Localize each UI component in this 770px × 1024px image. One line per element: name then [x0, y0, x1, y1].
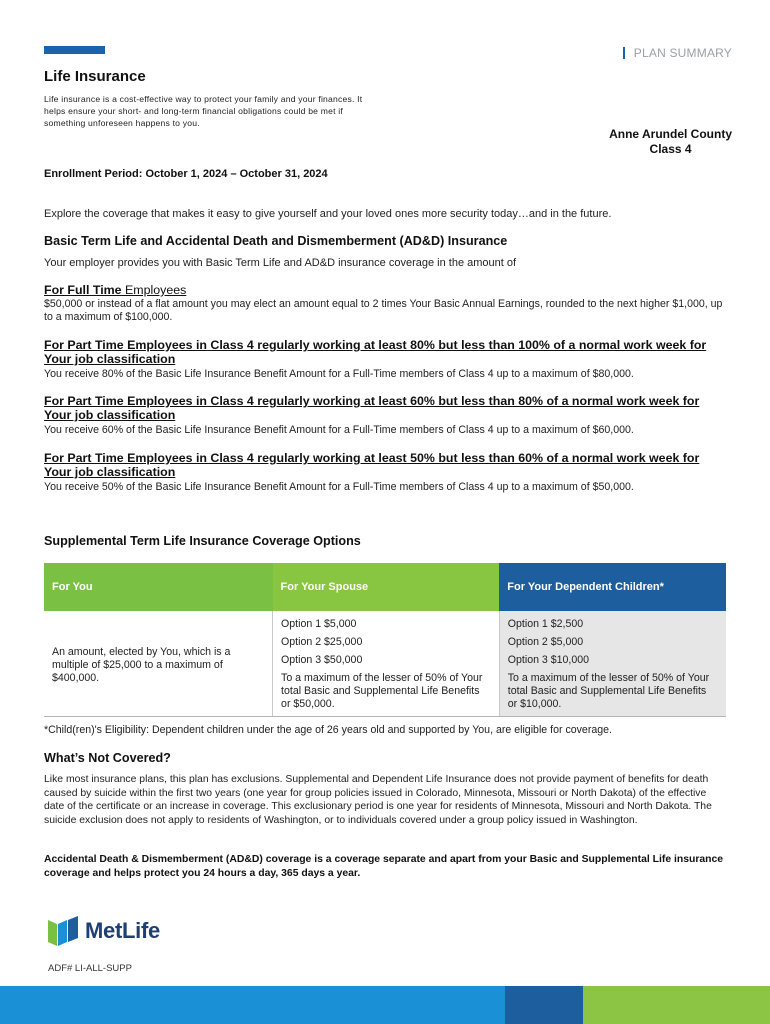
enrollment-period: Enrollment Period: October 1, 2024 – October 31, 2024: [44, 168, 328, 180]
employer-class: Class 4: [649, 142, 692, 156]
column-header-spouse: For Your Spouse: [273, 563, 500, 611]
part-time-heading: For Part Time Employees in Class 4 regularly working at least 80% but less than 100% of a normal work week for Your job classification: [44, 338, 707, 366]
table-header-row: [44, 563, 726, 611]
part-time-heading: For Part Time Employees in Class 4 regularly working at least 60% but less than 80% of a normal work week for Your job classification: [44, 394, 700, 422]
plan-summary-label: PLAN SUMMARY: [623, 46, 732, 60]
document-id: ADF# LI-ALL-SUPP: [48, 963, 132, 974]
children-option: Option 1 $2,500: [507, 618, 584, 630]
supplemental-table: [44, 563, 726, 717]
spouse-option: Option 1 $5,000: [281, 618, 357, 630]
basic-section-heading: Basic Term Life and Accidental Death and Dismemberment (AD&D) Insurance: [44, 234, 508, 248]
page-title: Life Insurance: [44, 68, 146, 85]
table-row: [44, 611, 726, 717]
basic-provides-text: Your employer provides you with Basic Term Life and AD&D insurance coverage in the amount of: [44, 257, 517, 269]
metlife-logo-icon: [48, 916, 78, 946]
spouse-option: Option 2 $25,000: [281, 636, 363, 648]
supplemental-heading: Supplemental Term Life Insurance Coverage Options: [44, 534, 361, 548]
column-header-children: For Your Dependent Children*: [499, 563, 726, 611]
part-time-text: You receive 60% of the Basic Life Insurance Benefit Amount for a Full-Time members of Class 4 up to a maximum of $60,000.: [44, 424, 634, 436]
part-time-text: You receive 50% of the Basic Life Insurance Benefit Amount for a Full-Time members of Class 4 up to a maximum of $50,000.: [44, 481, 634, 493]
not-covered-heading: What’s Not Covered?: [44, 751, 171, 765]
cell-you: [44, 611, 273, 717]
children-option: Option 3 $10,000: [507, 654, 590, 666]
you-coverage-text: An amount, elected by You, which is a multiple of $25,000 to a maximum of $400,000.: [52, 646, 231, 684]
part-time-text: You receive 80% of the Basic Life Insurance Benefit Amount for a Full-Time members of Class 4 up to a maximum of $80,000.: [44, 368, 634, 380]
adnd-statement: Accidental Death & Dismemberment (AD&D) coverage is a coverage separate and apart from your Basic and Supplemental Life insurance coverage and helps protect you 24 hours a day, 365 days a year.: [44, 854, 724, 879]
footer-band-light-blue: [0, 986, 505, 1024]
children-maximum: To a maximum of the lesser of 50% of Your total Basic and Supplemental Life Benefits or $10,000.: [507, 672, 710, 710]
metlife-logo-text: MetLife: [85, 918, 160, 943]
spouse-option: Option 3 $50,000: [281, 654, 363, 666]
footer-band-dark-blue: [505, 986, 583, 1024]
part-time-block-1: [44, 338, 734, 381]
spouse-maximum: To a maximum of the lesser of 50% of Your total Basic and Supplemental Life Benefits or $50,000.: [281, 672, 483, 710]
column-header-you: For You: [44, 563, 273, 611]
employer-block: [609, 127, 732, 157]
header-accent-bar: [44, 46, 105, 54]
children-eligibility-footnote: *Child(ren)'s Eligibility: Dependent children under the age of 26 years old and supported by You, are eligible for coverage.: [44, 724, 612, 736]
not-covered-text: Like most insurance plans, this plan has exclusions. Supplemental and Dependent Life Insurance does not provide payment of benefits for death caused by suicide within the first two years (one year for group policies issued in Colorado, Minnesota, Missouri or North Dakota) of the effective date of the certificate or an increase in coverage. This exclusionary period is one year for residents of Minnesota, Missouri and North Dakota. The suicide exclusion does not apply to residents of Washington, or to individuals covered under a group policy issued in Washington.: [44, 774, 712, 826]
full-time-text: $50,000 or instead of a flat amount you may elect an amount equal to 2 times Your Basic Annual Earnings, rounded to the next higher $1,000, up to a maximum of $100,000.: [44, 298, 723, 323]
intro-text: Life insurance is a cost-effective way to protect your family and your finances. It helps ensure your short- and long-term financial obligations could be met if something unforeseen happens to you.: [44, 94, 363, 128]
part-time-block-3: [44, 451, 734, 494]
metlife-logo: [48, 914, 160, 948]
children-option: Option 2 $5,000: [507, 636, 584, 648]
full-time-block: [44, 283, 734, 324]
full-time-heading: For Full Time Employees: [44, 283, 187, 297]
cell-spouse: [273, 611, 500, 717]
part-time-block-2: [44, 394, 734, 437]
explore-text: Explore the coverage that makes it easy to give yourself and your loved ones more security today…and in the future.: [44, 208, 612, 220]
employer-name: Anne Arundel County: [609, 127, 732, 141]
footer-band-green: [583, 986, 770, 1024]
cell-children: [499, 611, 726, 717]
part-time-heading: For Part Time Employees in Class 4 regularly working at least 50% but less than 60% of a normal work week for Your job classification: [44, 451, 700, 479]
plan-summary-tick: [623, 47, 625, 59]
